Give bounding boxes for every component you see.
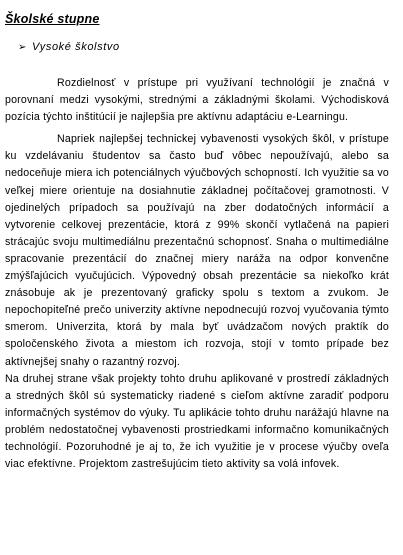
paragraph-universities: Napriek najlepšej technickej vybavenosti vysokých škôl, v prístupe ku vzdelávaniu študentov sa často buď vôbec nepoužívajú, alebo sa nedoceňuje miera ich potenciálnych výučbových schopností. Ich využitie sa vo veľkej miere orientuje na dosiahnutie základnej počítačovej gramotnosti. V ojedinelých prípadoch sa používajú na zber dodatočných informácií a vytvorenie celkovej prezentácie, ktorá z 99% skončí vytlačená na papieri strácajúc svoju multimediálnu prezentačnú schopnosť. Snaha o multimediálne spracovanie prezentácií do značnej miery naráža na odpor konvenčne zmýšľajúcich vyučujúcich. Výpovedný obsah prezentácie sa niekoľko krát znásobuje ak je prezentovaný graficky spolu s textom a zvukom. Je nepochopiteľné prečo univerzity aktívne nepodnecujú rozvoj vyučovania týmto smerom. Univerzita, ktorá by mala byť uvádzačom nových praktík do spoločenského života a miestom ich rozvoja, stojí v tomto prípade bez aktívnejšej snahy o razantný rozvoj. xyxy=(5,133,389,368)
section-heading: Školské stupne xyxy=(5,12,100,26)
arrow-bullet-icon: ➢ xyxy=(18,42,27,53)
subsection-heading xyxy=(18,41,120,53)
body-text xyxy=(5,75,389,473)
subsection-title: Vysoké školstvo xyxy=(32,41,120,53)
paragraph-intro: Rozdielnosť v prístupe pri využívaní technológií je značná v porovnaní medzi vysokými, strednými a základnými školami. Východisková pozícia týchto inštitúcií je najlepšia pre aktívnu adaptáciu e-Learningu. xyxy=(5,77,389,124)
paragraph-schools: Na druhej strane však projekty tohto druhu aplikované v prostredí základných a stredných škôl sú systematicky riadené s cieľom aktívne zaradiť podporu informačných systémov do výuky. Tu aplikácie tohto druhu narážajú hlavne na problém nedostatočnej vybavenosti prostriedkami informačno komunikačných technológií. Pozoruhodné je aj to, že ich využitie je v procese výučby oveľa viac efektívne. Projektom zastrešujúcim tieto aktivity sa volá infovek. xyxy=(5,372,389,471)
